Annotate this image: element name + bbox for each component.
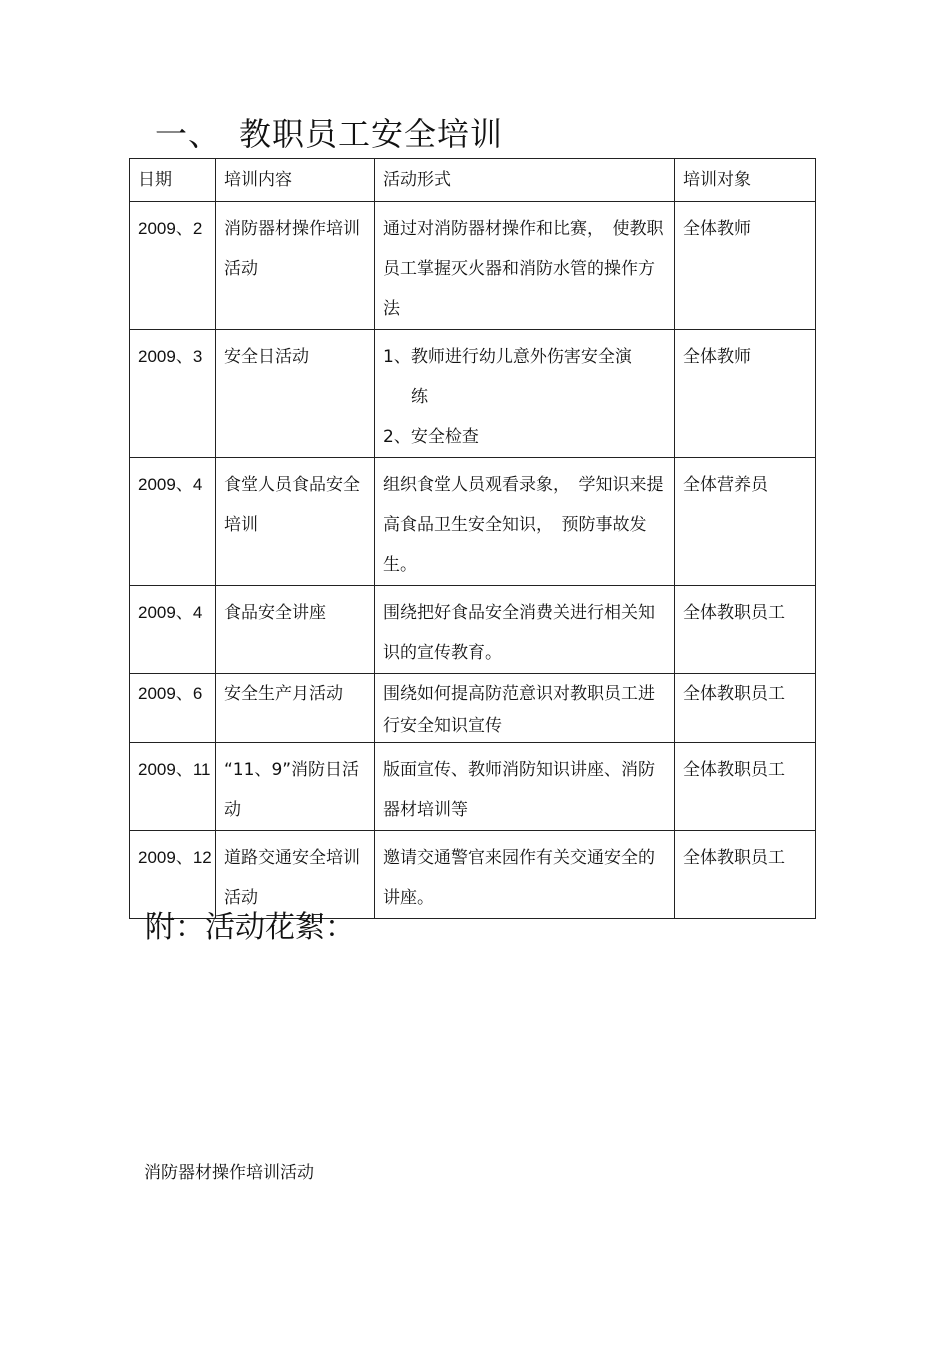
row-audience: 全体教职员工 — [675, 674, 816, 743]
form-list-item — [383, 417, 668, 457]
header-audience: 培训对象 — [675, 159, 816, 202]
row-date: 2009、11 — [130, 743, 216, 831]
row-date: 2009、12 — [130, 831, 216, 919]
training-schedule-table — [129, 158, 816, 919]
row-content: 食堂人员食品安全培训 — [216, 458, 375, 586]
form-list-item-text: 2、安全检查 — [383, 427, 479, 447]
row-form: 邀请交通警官来园作有关交通安全的讲座。 — [375, 831, 675, 919]
row-audience: 全体教职员工 — [675, 586, 816, 674]
table-row — [130, 202, 816, 330]
header-date: 日期 — [130, 159, 216, 202]
row-date: 2009、4 — [130, 586, 216, 674]
row-content: 消防器材操作培训活动 — [216, 202, 375, 330]
row-form: 通过对消防器材操作和比赛， 使教职员工掌握灭火器和消防水管的操作方法 — [375, 202, 675, 330]
row-content: 安全生产月活动 — [216, 674, 375, 743]
table-row — [130, 674, 816, 743]
table-row — [130, 743, 816, 831]
form-list-item — [383, 337, 668, 417]
row-audience: 全体营养员 — [675, 458, 816, 586]
table-row — [130, 458, 816, 586]
table-row — [130, 330, 816, 458]
row-content: “11、9”消防日活动 — [216, 743, 375, 831]
row-form — [375, 330, 675, 458]
row-date: 2009、6 — [130, 674, 216, 743]
photo-caption: 消防器材操作培训活动 — [144, 1163, 314, 1183]
row-date: 2009、2 — [130, 202, 216, 330]
table-row — [130, 586, 816, 674]
row-audience: 全体教师 — [675, 330, 816, 458]
row-content: 安全日活动 — [216, 330, 375, 458]
header-form: 活动形式 — [375, 159, 675, 202]
row-date: 2009、4 — [130, 458, 216, 586]
row-audience: 全体教师 — [675, 202, 816, 330]
appendix-title: 附：活动花絮： — [145, 910, 355, 945]
row-content: 食品安全讲座 — [216, 586, 375, 674]
section-heading — [155, 112, 503, 156]
section-title: 教职员工安全培训 — [239, 115, 504, 153]
row-form: 围绕把好食品安全消费关进行相关知识的宣传教育。 — [375, 586, 675, 674]
row-form: 围绕如何提高防范意识对教职员工进行安全知识宣传 — [375, 674, 675, 743]
section-number: 一、 — [155, 115, 222, 153]
row-form: 组织食堂人员观看录象， 学知识来提高食品卫生安全知识， 预防事故发生。 — [375, 458, 675, 586]
table-header-row — [130, 159, 816, 202]
form-list-item-continuation: 练 — [411, 387, 428, 407]
header-content: 培训内容 — [216, 159, 375, 202]
form-list-item-text: 1、教师进行幼儿意外伤害安全演 — [383, 347, 632, 367]
row-form: 版面宣传、教师消防知识讲座、消防器材培训等 — [375, 743, 675, 831]
row-content: 道路交通安全培训活动 — [216, 831, 375, 919]
row-audience: 全体教职员工 — [675, 743, 816, 831]
row-audience: 全体教职员工 — [675, 831, 816, 919]
row-date: 2009、3 — [130, 330, 216, 458]
